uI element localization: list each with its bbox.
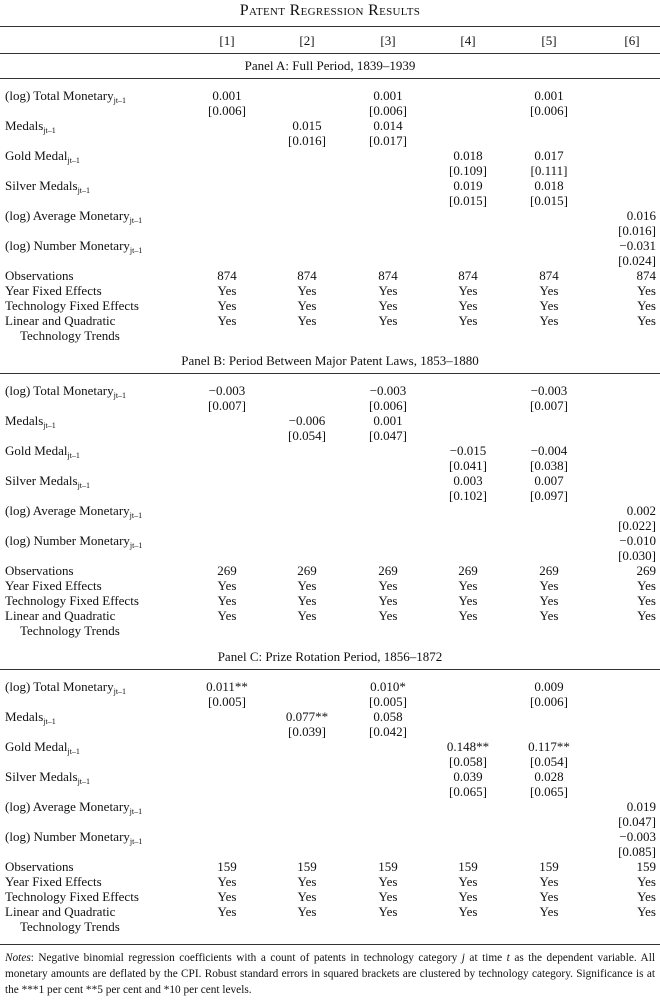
observations-cell: 874 [217, 268, 237, 283]
coefficient-cell: 0.019 [453, 178, 483, 193]
column-header-1: [1] [219, 33, 235, 48]
observations-cell: 874 [378, 268, 398, 283]
row-label-gold: Gold Medal$_{jt-1}$ [5, 148, 80, 165]
coefficient-cell: −0.003 [208, 383, 246, 398]
tech-fe-cell: Yes [458, 298, 478, 313]
row-label-silver: Silver Medals$_{jt-1}$ [5, 769, 91, 786]
observations-cell: 159 [217, 859, 237, 874]
coefficient-cell: 0.015 [292, 118, 322, 133]
coefficient-cell: 0.003 [453, 473, 483, 488]
panel-title: Panel B: Period Between Major Patent Laws, 1853–1880 [181, 353, 479, 368]
tech-fe-cell: Yes [458, 889, 478, 904]
standard-error-cell: [0.047] [369, 428, 407, 443]
coefficient-cell: −0.015 [449, 443, 487, 458]
coefficient-cell: 0.077** [285, 709, 329, 724]
row-label-total-monetary: (log) Total Monetary$_{jt-1}$ [5, 679, 127, 696]
trends-cell: Yes [458, 608, 478, 623]
row-label-num-monetary: (log) Number Monetary$_{jt-1}$ [5, 533, 143, 550]
tech-fe-cell: Yes [378, 298, 398, 313]
year-fe-cell: Yes [458, 874, 478, 889]
tech-fe-cell: Yes [378, 593, 398, 608]
standard-error-cell: [0.017] [369, 133, 407, 148]
trends-cell: Yes [539, 904, 559, 919]
year-fe-cell: Yes [539, 283, 559, 298]
standard-error-cell: [0.006] [530, 694, 568, 709]
trends-cell: Yes [637, 608, 656, 623]
standard-error-cell: [0.054] [288, 428, 326, 443]
year-fe-cell: Yes [217, 578, 237, 593]
coefficient-cell: −0.010 [619, 533, 656, 548]
coefficient-cell: −0.006 [288, 413, 326, 428]
coefficient-cell: −0.004 [530, 443, 568, 458]
coefficient-cell: 0.016 [626, 208, 656, 223]
standard-error-cell: [0.047] [618, 814, 656, 829]
year-fe-cell: Yes [637, 874, 656, 889]
column-header-2: [2] [299, 33, 315, 48]
standard-error-cell: [0.005] [369, 694, 407, 709]
trends-cell: Yes [458, 904, 478, 919]
coefficient-cell: 0.058 [373, 709, 403, 724]
standard-error-cell: [0.065] [449, 784, 487, 799]
standard-error-cell: [0.006] [530, 103, 568, 118]
standard-error-cell: [0.006] [369, 398, 407, 413]
table-title: Patent Regression Results [239, 2, 421, 19]
tech-fe-cell: Yes [458, 593, 478, 608]
coefficient-cell: −0.003 [619, 829, 656, 844]
year-fe-cell: Yes [539, 578, 559, 593]
tech-fe-cell: Yes [297, 889, 317, 904]
trends-cell: Yes [539, 313, 559, 328]
row-label-year-fe: Year Fixed Effects [5, 874, 102, 889]
row-label-trends-cont: Technology Trends [20, 623, 120, 638]
row-label-observations: Observations [5, 563, 74, 578]
row-label-total-monetary: (log) Total Monetary$_{jt-1}$ [5, 88, 127, 105]
year-fe-cell: Yes [458, 283, 478, 298]
row-label-num-monetary: (log) Number Monetary$_{jt-1}$ [5, 238, 143, 255]
row-label-total-monetary: (log) Total Monetary$_{jt-1}$ [5, 383, 127, 400]
header-rule [0, 53, 660, 54]
year-fe-cell: Yes [539, 874, 559, 889]
row-label-trends: Linear and Quadratic [5, 904, 116, 919]
year-fe-cell: Yes [637, 578, 656, 593]
row-label-avg-monetary: (log) Average Monetary$_{jt-1}$ [5, 799, 143, 816]
observations-cell: 874 [458, 268, 478, 283]
standard-error-cell: [0.007] [208, 398, 246, 413]
trends-cell: Yes [637, 313, 656, 328]
bottom-rule [0, 944, 660, 945]
tech-fe-cell: Yes [217, 298, 237, 313]
tech-fe-cell: Yes [539, 298, 559, 313]
standard-error-cell: [0.085] [618, 844, 656, 859]
trends-cell: Yes [217, 313, 237, 328]
row-label-observations: Observations [5, 268, 74, 283]
coefficient-cell: 0.017 [534, 148, 564, 163]
coefficient-cell: 0.002 [626, 503, 656, 518]
standard-error-cell: [0.016] [618, 223, 656, 238]
coefficient-cell: 0.001 [373, 88, 403, 103]
row-label-year-fe: Year Fixed Effects [5, 283, 102, 298]
trends-cell: Yes [539, 608, 559, 623]
year-fe-cell: Yes [297, 874, 317, 889]
column-header-5: [5] [541, 33, 557, 48]
row-label-trends: Linear and Quadratic [5, 313, 116, 328]
observations-cell: 269 [636, 563, 656, 578]
row-label-silver: Silver Medals$_{jt-1}$ [5, 473, 91, 490]
row-label-observations: Observations [5, 859, 74, 874]
year-fe-cell: Yes [378, 578, 398, 593]
coefficient-cell: 0.039 [453, 769, 483, 784]
observations-cell: 269 [297, 563, 317, 578]
year-fe-cell: Yes [378, 874, 398, 889]
row-label-medals: Medals$_{jt-1}$ [5, 413, 56, 430]
tech-fe-cell: Yes [539, 889, 559, 904]
standard-error-cell: [0.007] [530, 398, 568, 413]
row-label-tech-fe: Technology Fixed Effects [5, 593, 139, 608]
year-fe-cell: Yes [637, 283, 656, 298]
observations-cell: 269 [458, 563, 478, 578]
coefficient-cell: 0.010* [370, 679, 406, 694]
trends-cell: Yes [378, 904, 398, 919]
row-label-avg-monetary: (log) Average Monetary$_{jt-1}$ [5, 503, 143, 520]
coefficient-cell: 0.018 [534, 178, 564, 193]
row-label-silver: Silver Medals$_{jt-1}$ [5, 178, 91, 195]
tech-fe-cell: Yes [217, 593, 237, 608]
tech-fe-cell: Yes [297, 593, 317, 608]
standard-error-cell: [0.016] [288, 133, 326, 148]
row-label-avg-monetary: (log) Average Monetary$_{jt-1}$ [5, 208, 143, 225]
coefficient-cell: 0.117** [528, 739, 570, 754]
coefficient-cell: −0.031 [619, 238, 656, 253]
standard-error-cell: [0.097] [530, 488, 568, 503]
standard-error-cell: [0.109] [449, 163, 487, 178]
coefficient-cell: 0.009 [534, 679, 564, 694]
trends-cell: Yes [217, 608, 237, 623]
panel-title: Panel C: Prize Rotation Period, 1856–1872 [217, 649, 443, 664]
trends-cell: Yes [297, 313, 317, 328]
standard-error-cell: [0.058] [449, 754, 487, 769]
row-label-year-fe: Year Fixed Effects [5, 578, 102, 593]
year-fe-cell: Yes [297, 283, 317, 298]
panel-rule [0, 78, 660, 79]
coefficient-cell: −0.003 [369, 383, 407, 398]
tech-fe-cell: Yes [297, 298, 317, 313]
panel-rule [0, 373, 660, 374]
coefficient-cell: 0.028 [534, 769, 564, 784]
year-fe-cell: Yes [217, 874, 237, 889]
trends-cell: Yes [378, 313, 398, 328]
observations-cell: 159 [378, 859, 398, 874]
row-label-trends-cont: Technology Trends [20, 919, 120, 934]
coefficient-cell: 0.014 [373, 118, 403, 133]
trends-cell: Yes [297, 608, 317, 623]
row-label-tech-fe: Technology Fixed Effects [5, 889, 139, 904]
row-label-trends-cont: Technology Trends [20, 328, 120, 343]
row-label-gold: Gold Medal$_{jt-1}$ [5, 739, 80, 756]
standard-error-cell: [0.030] [618, 548, 656, 563]
observations-cell: 159 [636, 859, 656, 874]
coefficient-cell: 0.019 [626, 799, 656, 814]
row-label-num-monetary: (log) Number Monetary$_{jt-1}$ [5, 829, 143, 846]
standard-error-cell: [0.022] [618, 518, 656, 533]
trends-cell: Yes [378, 608, 398, 623]
year-fe-cell: Yes [378, 283, 398, 298]
observations-cell: 159 [458, 859, 478, 874]
coefficient-cell: 0.011** [206, 679, 248, 694]
observations-cell: 874 [636, 268, 656, 283]
standard-error-cell: [0.024] [618, 253, 656, 268]
tech-fe-cell: Yes [637, 889, 656, 904]
year-fe-cell: Yes [297, 578, 317, 593]
panel-rule [0, 669, 660, 670]
panel-title: Panel A: Full Period, 1839–1939 [244, 58, 416, 73]
observations-cell: 874 [297, 268, 317, 283]
standard-error-cell: [0.042] [369, 724, 407, 739]
standard-error-cell: [0.041] [449, 458, 487, 473]
coefficient-cell: 0.148** [446, 739, 490, 754]
row-label-gold: Gold Medal$_{jt-1}$ [5, 443, 80, 460]
standard-error-cell: [0.005] [208, 694, 246, 709]
coefficient-cell: 0.001 [212, 88, 242, 103]
trends-cell: Yes [458, 313, 478, 328]
column-header-4: [4] [460, 33, 476, 48]
row-label-medals: Medals$_{jt-1}$ [5, 118, 56, 135]
observations-cell: 159 [297, 859, 317, 874]
column-header-3: [3] [380, 33, 396, 48]
tech-fe-cell: Yes [378, 889, 398, 904]
coefficient-cell: 0.001 [373, 413, 403, 428]
observations-cell: 874 [539, 268, 559, 283]
standard-error-cell: [0.015] [530, 193, 568, 208]
coefficient-cell: −0.003 [530, 383, 568, 398]
tech-fe-cell: Yes [637, 593, 656, 608]
standard-error-cell: [0.102] [449, 488, 487, 503]
top-rule [0, 26, 660, 27]
observations-cell: 159 [539, 859, 559, 874]
column-header-6: [6] [624, 33, 640, 48]
trends-cell: Yes [297, 904, 317, 919]
trends-cell: Yes [637, 904, 656, 919]
standard-error-cell: [0.111] [530, 163, 568, 178]
standard-error-cell: [0.006] [208, 103, 246, 118]
observations-cell: 269 [378, 563, 398, 578]
standard-error-cell: [0.054] [530, 754, 568, 769]
standard-error-cell: [0.039] [288, 724, 326, 739]
standard-error-cell: [0.015] [449, 193, 487, 208]
table-notes: Notes: Negative binomial regression coefficients with a count of patents in technology category j at time t as the dependent variable. All monetary amounts are deflated by the CPI. Robust standard errors in squared brackets are clustered by technology category. Significance is at the ***1 per cent **5 per cent and *10 per cent levels. [5, 952, 655, 996]
standard-error-cell: [0.006] [369, 103, 407, 118]
trends-cell: Yes [217, 904, 237, 919]
row-label-tech-fe: Technology Fixed Effects [5, 298, 139, 313]
standard-error-cell: [0.038] [530, 458, 568, 473]
row-label-medals: Medals$_{jt-1}$ [5, 709, 56, 726]
tech-fe-cell: Yes [637, 298, 656, 313]
observations-cell: 269 [217, 563, 237, 578]
observations-cell: 269 [539, 563, 559, 578]
year-fe-cell: Yes [217, 283, 237, 298]
coefficient-cell: 0.001 [534, 88, 564, 103]
tech-fe-cell: Yes [539, 593, 559, 608]
standard-error-cell: [0.065] [530, 784, 568, 799]
coefficient-cell: 0.007 [534, 473, 564, 488]
row-label-trends: Linear and Quadratic [5, 608, 116, 623]
tech-fe-cell: Yes [217, 889, 237, 904]
coefficient-cell: 0.018 [453, 148, 483, 163]
year-fe-cell: Yes [458, 578, 478, 593]
